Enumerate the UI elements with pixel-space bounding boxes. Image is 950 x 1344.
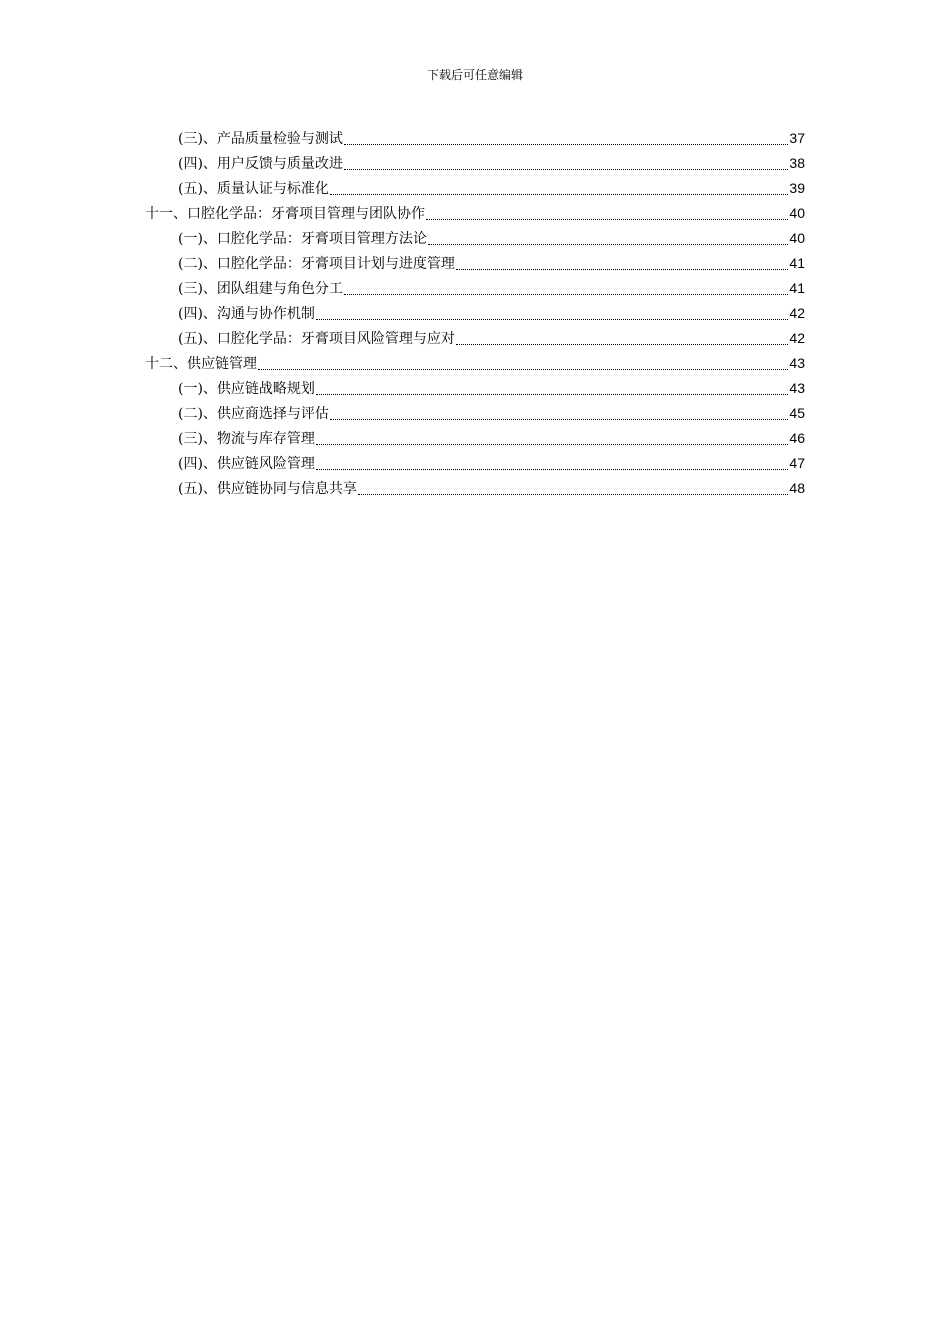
- toc-entry-title: (五)、口腔化学品：牙膏项目风险管理与应对: [178, 330, 455, 347]
- toc-entry[interactable]: [178, 475, 805, 500]
- toc-entry[interactable]: [178, 125, 805, 150]
- toc-entry-page: 41: [789, 279, 805, 296]
- toc-entry[interactable]: [178, 250, 805, 275]
- toc-entry-title: (一)、供应链战略规划: [178, 380, 315, 397]
- toc-entry-title: (五)、供应链协同与信息共享: [178, 480, 357, 497]
- toc-entry-page: 43: [789, 354, 805, 371]
- toc-entry[interactable]: [178, 275, 805, 300]
- toc-entry[interactable]: [178, 400, 805, 425]
- toc-entry[interactable]: [178, 175, 805, 200]
- toc-dot-leader: [428, 230, 788, 245]
- toc-entry-page: 46: [789, 429, 805, 446]
- toc-entry-page: 40: [789, 229, 805, 246]
- toc-entry-title: (二)、供应商选择与评估: [178, 405, 329, 422]
- toc-entry-title: (四)、沟通与协作机制: [178, 305, 315, 322]
- toc-dot-leader: [316, 305, 788, 320]
- toc-dot-leader: [344, 130, 788, 145]
- toc-entry-page: 37: [789, 129, 805, 146]
- toc-entry-page: 42: [789, 329, 805, 346]
- toc-entry-title: (三)、团队组建与角色分工: [178, 280, 343, 297]
- page-header: 下载后可任意编辑: [426, 68, 523, 82]
- toc-entry-title: (四)、用户反馈与质量改进: [178, 155, 343, 172]
- toc-entry-title: (三)、物流与库存管理: [178, 430, 315, 447]
- toc-entry-page: 48: [789, 479, 805, 496]
- table-of-contents: [0, 125, 950, 500]
- toc-entry-page: 40: [789, 204, 805, 221]
- toc-dot-leader: [258, 355, 788, 370]
- toc-entry-title: (四)、供应链风险管理: [178, 455, 315, 472]
- toc-dot-leader: [316, 430, 788, 445]
- toc-entry-page: 47: [789, 454, 805, 471]
- toc-dot-leader: [316, 455, 788, 470]
- toc-dot-leader: [330, 405, 788, 420]
- toc-dot-leader: [358, 480, 788, 495]
- toc-entry[interactable]: [178, 300, 805, 325]
- toc-dot-leader: [344, 155, 788, 170]
- toc-entry[interactable]: [178, 150, 805, 175]
- toc-dot-leader: [456, 255, 788, 270]
- toc-dot-leader: [426, 205, 788, 220]
- toc-chapter-entry[interactable]: [145, 350, 805, 375]
- toc-entry[interactable]: [178, 375, 805, 400]
- toc-entry[interactable]: [178, 425, 805, 450]
- toc-entry[interactable]: [178, 450, 805, 475]
- toc-entry-page: 38: [789, 154, 805, 171]
- toc-entry-title: (一)、口腔化学品：牙膏项目管理方法论: [178, 230, 427, 247]
- toc-dot-leader: [316, 380, 788, 395]
- toc-entry[interactable]: [178, 325, 805, 350]
- toc-entry-page: 39: [789, 179, 805, 196]
- toc-entry[interactable]: [178, 225, 805, 250]
- toc-entry-page: 42: [789, 304, 805, 321]
- toc-dot-leader: [330, 180, 788, 195]
- toc-entry-title: (三)、产品质量检验与测试: [178, 130, 343, 147]
- toc-entry-title: (五)、质量认证与标准化: [178, 180, 329, 197]
- toc-entry-title: 十二、供应链管理: [145, 355, 257, 372]
- toc-chapter-entry[interactable]: [145, 200, 805, 225]
- toc-entry-title: (二)、口腔化学品：牙膏项目计划与进度管理: [178, 255, 455, 272]
- toc-dot-leader: [456, 330, 788, 345]
- toc-entry-title: 十一、口腔化学品：牙膏项目管理与团队协作: [145, 205, 425, 222]
- toc-entry-page: 45: [789, 404, 805, 421]
- toc-dot-leader: [344, 280, 788, 295]
- toc-entry-page: 43: [789, 379, 805, 396]
- toc-entry-page: 41: [789, 254, 805, 271]
